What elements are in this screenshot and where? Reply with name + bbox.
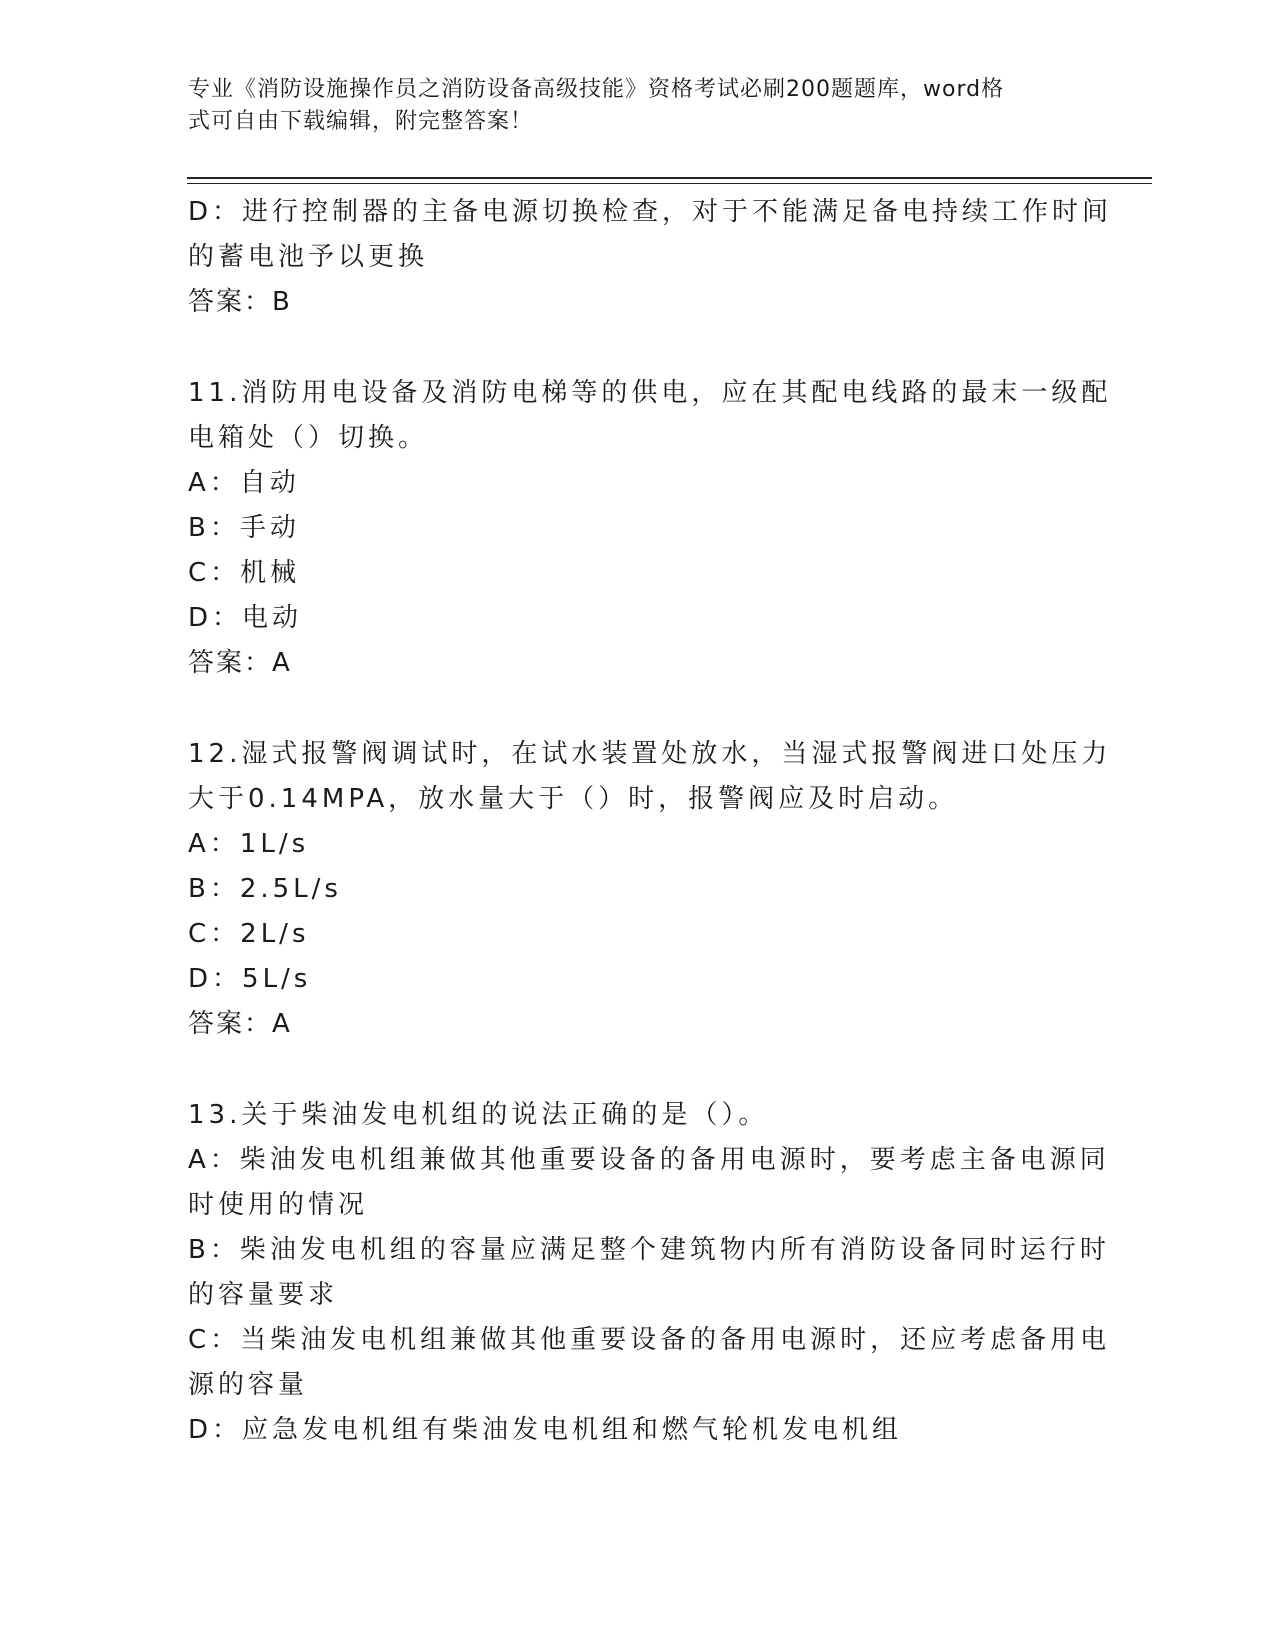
option-d: D：应急发电机组有柴油发电机组和燃气轮机发电机组 — [188, 1415, 903, 1445]
option-b: B：柴油发电机组的容量应满足整个建筑物内所有消防设备同时运行时 — [188, 1235, 1110, 1265]
answer: 答案：A — [188, 1009, 292, 1039]
answer: 答案：B — [188, 287, 292, 317]
header-line-2: 式可自由下载编辑，附完整答案！ — [188, 109, 534, 134]
question-13 — [188, 1093, 1111, 1453]
option-c: C：2L/s — [188, 919, 310, 949]
option-b-continued: 的容量要求 — [188, 1280, 339, 1310]
option-d: D：5L/s — [188, 964, 312, 994]
option-a: A：柴油发电机组兼做其他重要设备的备用电源时，要考虑主备电源同 — [188, 1145, 1110, 1175]
option-d: D：电动 — [188, 603, 303, 633]
option-b: B：2.5L/s — [188, 874, 342, 904]
question-stem: 13.关于柴油发电机组的说法正确的是（）。 — [188, 1100, 769, 1130]
spacer — [188, 686, 1078, 732]
option-b: B：手动 — [188, 513, 300, 543]
question-stem-continued: 大于0.14MPA，放水量大于（）时，报警阀应及时启动。 — [188, 784, 959, 814]
spacer — [188, 325, 1078, 371]
header-line-1: 专业《消防设施操作员之消防设备高级技能》资格考试必刷200题题库，word格 — [188, 77, 1005, 102]
header-rule-thick — [187, 177, 1152, 179]
option-a-continued: 时使用的情况 — [188, 1190, 369, 1220]
header-rule-thin — [187, 183, 1152, 184]
question-12 — [188, 732, 1112, 1047]
option-d: D：进行控制器的主备电源切换检查，对于不能满足备电持续工作时间 — [188, 197, 1113, 227]
option-c: C：当柴油发电机组兼做其他重要设备的备用电源时，还应考虑备用电 — [188, 1325, 1111, 1355]
option-c-continued: 源的容量 — [188, 1370, 309, 1400]
question-stem: 11.消防用电设备及消防电梯等的供电，应在其配电线路的最末一级配 — [188, 378, 1112, 408]
option-a: A：自动 — [188, 468, 300, 498]
document-content — [188, 190, 1113, 1453]
question-11 — [188, 371, 1112, 686]
option-a: A：1L/s — [188, 829, 310, 859]
option-d-continued: 的蓄电池予以更换 — [188, 242, 429, 272]
document-header — [188, 74, 1068, 138]
option-c: C：机械 — [188, 558, 301, 588]
question-stem: 12.湿式报警阀调试时，在试水装置处放水，当湿式报警阀进口处压力 — [188, 739, 1112, 769]
question-10-tail — [188, 190, 1113, 325]
answer: 答案：A — [188, 648, 292, 678]
question-stem-continued: 电箱处（）切换。 — [188, 423, 429, 453]
spacer — [188, 1047, 1078, 1093]
